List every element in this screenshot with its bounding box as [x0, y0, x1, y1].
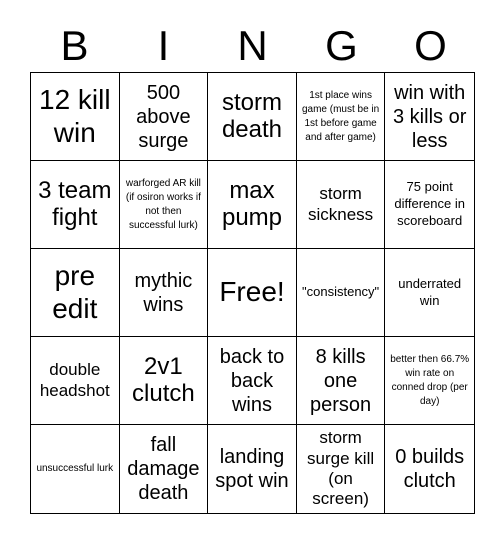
cell-text: win with 3 kills or less: [393, 81, 467, 152]
header-letter-b: B: [60, 22, 89, 69]
cell-text: pre edit: [52, 260, 98, 324]
bingo-cell[interactable]: [31, 161, 120, 249]
cell-text: double headshot: [39, 360, 110, 400]
cell-text: back to back wins: [219, 345, 285, 416]
cell-text: landing spot win: [215, 446, 289, 492]
bingo-cell[interactable]: [31, 249, 120, 337]
bingo-board: [30, 72, 475, 514]
bingo-cell[interactable]: [208, 73, 297, 161]
bingo-cell[interactable]: [297, 249, 386, 337]
bingo-cell[interactable]: [120, 73, 209, 161]
cell-text: 3 team fight: [38, 176, 112, 231]
cell-text: warforged AR kill (if osiron works if not then successful lurk): [125, 177, 201, 231]
bingo-cell[interactable]: [385, 337, 474, 425]
cell-text: fall damage death: [127, 434, 200, 504]
cell-text: storm surge kill (on screen): [307, 428, 375, 509]
cell-text: 2v1 clutch: [132, 352, 195, 407]
cell-text: 1st place wins game (must be in 1st before game and after game): [301, 89, 380, 143]
bingo-cell[interactable]: [297, 73, 386, 161]
cell-text: 75 point difference in scoreboard: [394, 179, 465, 228]
bingo-cell[interactable]: [31, 337, 120, 425]
cell-text: 0 builds clutch: [395, 446, 465, 492]
bingo-cell[interactable]: [385, 425, 474, 513]
bingo-header: [30, 20, 475, 72]
bingo-cell[interactable]: [208, 337, 297, 425]
bingo-cell[interactable]: [31, 425, 120, 513]
bingo-cell[interactable]: [297, 337, 386, 425]
bingo-cell[interactable]: [385, 161, 474, 249]
bingo-cell[interactable]: [120, 425, 209, 513]
bingo-cell[interactable]: [385, 73, 474, 161]
cell-text: 500 above surge: [136, 81, 191, 152]
free-space-cell[interactable]: [208, 249, 297, 337]
cell-text: mythic wins: [134, 269, 193, 316]
bingo-cell[interactable]: [208, 161, 297, 249]
header-letter-o: O: [414, 22, 447, 69]
cell-text: 8 kills one person: [310, 345, 372, 416]
cell-text: storm sickness: [308, 184, 374, 224]
header-letter-g: G: [325, 22, 358, 69]
bingo-cell[interactable]: [120, 249, 209, 337]
cell-text: 12 kill win: [39, 84, 111, 148]
bingo-cell[interactable]: [297, 161, 386, 249]
free-space-text: Free!: [219, 276, 285, 308]
bingo-cell[interactable]: [120, 161, 209, 249]
bingo-cell[interactable]: [208, 425, 297, 513]
cell-text: underrated win: [398, 275, 462, 308]
cell-text: storm death: [221, 88, 283, 143]
cell-text: max pump: [221, 176, 283, 231]
cell-text: better then 66.7% win rate on conned drop (per day): [390, 353, 470, 407]
bingo-cell[interactable]: [120, 337, 209, 425]
cell-text: unsuccessful lurk: [36, 463, 114, 474]
header-letter-i: I: [157, 22, 170, 69]
cell-text: "consistency": [302, 284, 380, 300]
header-letter-n: N: [237, 22, 268, 69]
bingo-cell[interactable]: [31, 73, 120, 161]
bingo-cell[interactable]: [297, 425, 386, 513]
bingo-cell[interactable]: [385, 249, 474, 337]
